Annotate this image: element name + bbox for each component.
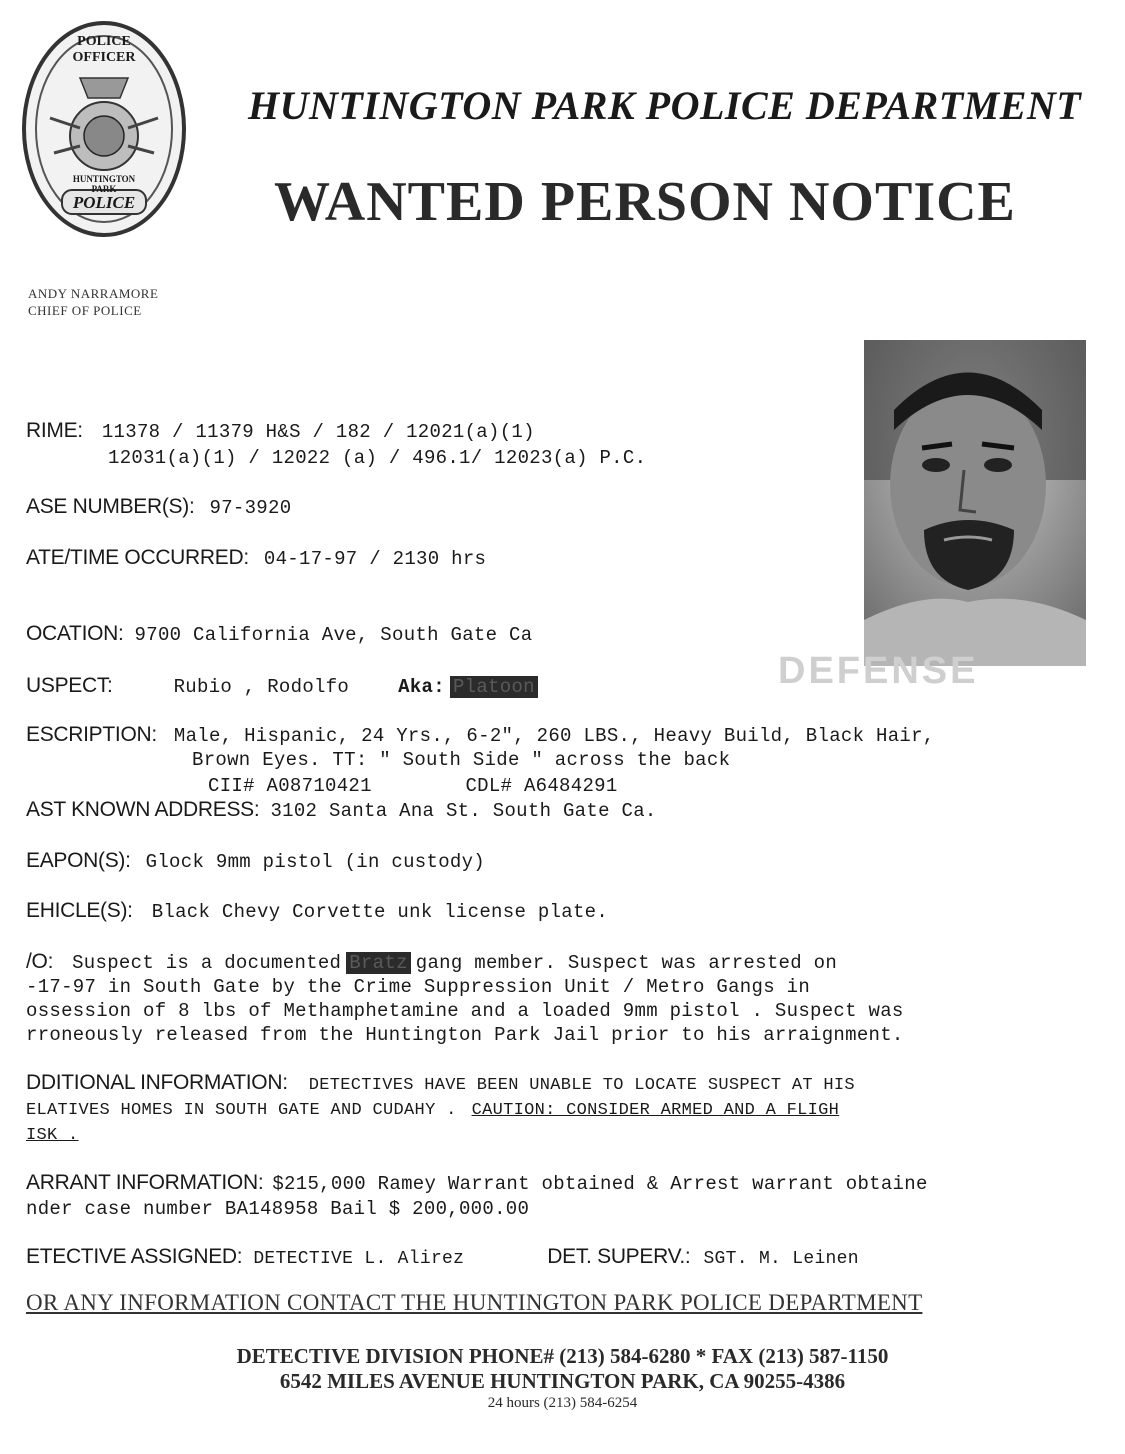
police-badge-logo xyxy=(20,18,188,240)
description-row-2 xyxy=(192,746,730,773)
detective-row xyxy=(26,1244,859,1272)
weapons-label: EAPON(S): xyxy=(26,849,131,872)
case-number-value: 97-3920 xyxy=(209,497,292,519)
detective-value: DETECTIVE L. Alirez xyxy=(253,1249,465,1269)
mo-line2: -17-97 in South Gate by the Crime Suppression Unit / Metro Gangs in xyxy=(26,976,811,998)
suspect-row xyxy=(26,673,538,700)
mo-line3: ossession of 8 lbs of Methamphetamine and a loaded 9mm pistol . Suspect was xyxy=(26,1000,904,1022)
mo-label: /O: xyxy=(26,950,54,973)
description-line3: CII# A08710421 CDL# A6484291 xyxy=(208,775,618,797)
supervisor-label: DET. SUPERV.: xyxy=(547,1245,691,1268)
department-title: HUNTINGTON PARK POLICE DEPARTMENT xyxy=(248,83,1082,128)
location-label: OCATION: xyxy=(26,622,124,645)
description-label: ESCRIPTION: xyxy=(26,723,157,746)
defense-stamp: DEFENSE xyxy=(778,650,979,692)
mo-row xyxy=(26,949,837,976)
description-row-3 xyxy=(208,772,618,799)
description-line2: Brown Eyes. TT: " South Side " across the back xyxy=(192,749,731,771)
suspect-aka-label: Aka: xyxy=(398,676,445,698)
footer-hours: 24 hours (213) 584-6254 xyxy=(487,1395,638,1411)
crime-row-2 xyxy=(108,444,646,471)
badge-bottom-text: POLICE xyxy=(72,193,136,212)
notice-title: WANTED PERSON NOTICE xyxy=(274,171,1016,233)
mo-line1-post: gang member. Suspect was arrested on xyxy=(415,952,838,974)
mo-row-3 xyxy=(26,997,904,1024)
additional-line3: ISK . xyxy=(26,1126,79,1145)
warrant-row xyxy=(26,1170,928,1197)
warrant-line2: nder case number BA148958 Bail $ 200,000.00 xyxy=(26,1198,530,1220)
last-address-value: 3102 Santa Ana St. South Gate Ca. xyxy=(270,800,657,822)
location-row xyxy=(26,621,532,648)
mo-line4: rroneously released from the Huntington Park Jail prior to his arraignment. xyxy=(26,1024,904,1046)
vehicles-value: Black Chevy Corvette unk license plate. xyxy=(151,901,609,923)
additional-row-3 xyxy=(26,1120,79,1149)
last-address-label: AST KNOWN ADDRESS: xyxy=(26,798,260,821)
chief-title: CHIEF OF POLICE xyxy=(28,303,142,318)
suspect-label: USPECT: xyxy=(26,674,113,697)
additional-row-2 xyxy=(26,1095,839,1124)
suspect-photo xyxy=(864,340,1086,666)
contact-line: OR ANY INFORMATION CONTACT THE HUNTINGTON PARK POLICE DEPARTMENT xyxy=(26,1290,923,1315)
chief-block xyxy=(28,285,158,319)
badge-top-text: POLICE OFFICER xyxy=(72,34,136,65)
warrant-row-2 xyxy=(26,1195,529,1222)
suspect-name: Rubio , Rodolfo xyxy=(173,676,350,698)
mo-row-2 xyxy=(26,973,810,1000)
weapons-row xyxy=(26,848,485,875)
warrant-line1: $215,000 Ramey Warrant obtained & Arrest warrant obtaine xyxy=(272,1173,928,1195)
chief-name: ANDY NARRAMORE xyxy=(28,286,159,301)
footer-phone: DETECTIVE DIVISION PHONE# (213) 584-6280 * FAX (213) 587-1150 xyxy=(236,1344,889,1368)
location-value: 9700 California Ave, South Gate Ca xyxy=(134,624,533,646)
mo-row-4 xyxy=(26,1021,904,1048)
date-time-value: 04-17-97 / 2130 hrs xyxy=(263,548,487,570)
mo-line1-pre: Suspect is a documented xyxy=(72,952,342,974)
date-time-label: ATE/TIME OCCURRED: xyxy=(26,546,249,569)
supervisor-value: SGT. M. Leinen xyxy=(703,1249,859,1269)
crime-row xyxy=(26,418,535,445)
date-time-row xyxy=(26,545,486,572)
detective-label: ETECTIVE ASSIGNED: xyxy=(26,1245,243,1268)
badge-city-text: HUNTINGTON PARK xyxy=(72,174,136,194)
crime-label: RIME: xyxy=(26,419,83,442)
vehicles-label: EHICLE(S): xyxy=(26,899,133,922)
caution-text: CAUTION: CONSIDER ARMED AND A FLIGH xyxy=(471,1101,840,1120)
description-row xyxy=(26,722,935,749)
description-line1: Male, Hispanic, 24 Yrs., 6-2", 260 LBS., Heavy Build, Black Hair, xyxy=(173,725,935,747)
case-number-row xyxy=(26,494,291,521)
crime-line2: 12031(a)(1) / 12022 (a) / 496.1/ 12023(a) P.C. xyxy=(108,447,647,469)
footer-address: 6542 MILES AVENUE HUNTINGTON PARK, CA 90255-4386 xyxy=(279,1369,846,1393)
vehicles-row xyxy=(26,898,608,925)
warrant-label: ARRANT INFORMATION: xyxy=(26,1171,264,1194)
additional-line2: ELATIVES HOMES IN SOUTH GATE AND CUDAHY . xyxy=(26,1101,457,1120)
crime-line1: 11378 / 11379 H&S / 182 / 12021(a)(1) xyxy=(101,421,535,443)
last-address-row xyxy=(26,797,657,824)
additional-label: DDITIONAL INFORMATION: xyxy=(26,1071,288,1094)
weapons-value: Glock 9mm pistol (in custody) xyxy=(145,851,486,873)
suspect-aka-redacted: Platoon xyxy=(450,676,538,698)
mo-redacted-gang: Bratz xyxy=(346,952,411,974)
case-number-label: ASE NUMBER(S): xyxy=(26,495,195,518)
additional-line1: DETECTIVES HAVE BEEN UNABLE TO LOCATE SUSPECT AT HIS xyxy=(308,1076,855,1095)
